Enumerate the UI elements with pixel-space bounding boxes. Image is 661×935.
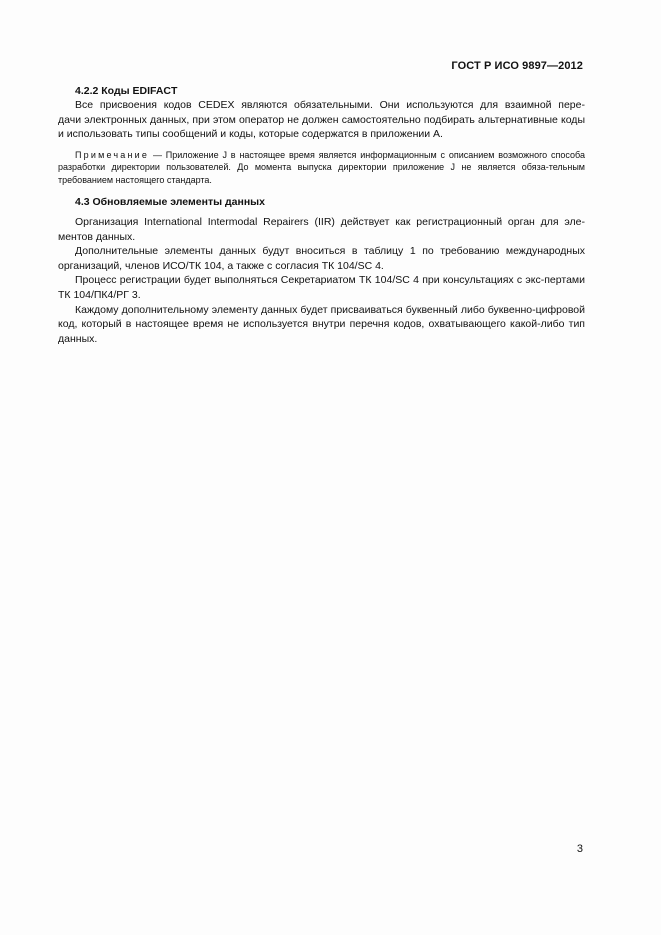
paragraph: Дополнительные элементы данных будут вноситься в таблицу 1 по требованию международных организаций, членов ИСО/ТК 104, а также с согласия ТК 104/SC 4. xyxy=(58,245,585,272)
note-label: Примечание xyxy=(75,149,150,160)
section-heading: 4.2.2 Коды EDIFACT xyxy=(75,85,178,97)
section-4-2-2 xyxy=(58,84,585,186)
note-block xyxy=(58,149,585,187)
page-number: 3 xyxy=(576,843,583,855)
standard-designation: ГОСТ Р ИСО 9897—2012 xyxy=(451,60,583,72)
paragraph-continuation: дачи электронных данных, при этом оператор не должен самостоятельно подбирать альтернативные коды и использовать типы сообщений и коды, которые содержатся в приложении А. xyxy=(58,113,585,141)
section-paragraph xyxy=(58,98,585,142)
section-4-3 xyxy=(58,195,585,346)
note-text: — Приложение J в настоящее время является информационным с описанием возможного способа разработки директории пользователей. До момента выпуска директории приложение J не является обяза-тельным требованием настоящего стандарта. xyxy=(58,149,585,185)
paragraph: Процесс регистрации будет выполняться Секретариатом ТК 104/SC 4 при консультациях с экс-пертами ТК 104/ПК4/РГ 3. xyxy=(58,274,585,301)
paragraph: Организация International Intermodal Repairers (IIR) действует как регистрационный орган для эле-ментов данных. xyxy=(58,216,585,243)
section-heading: 4.3 Обновляемые элементы данных xyxy=(75,196,265,208)
paragraph-first-line: Все присвоения кодов CEDEX являются обязательными. Они используются для взаимной пере- xyxy=(75,99,585,111)
paragraph: Каждому дополнительному элементу данных будет присваиваться буквенный либо буквенно-цифровой код, который в настоящее время не используется внутри перечня кодов, охватывающего какой-либо тип данных. xyxy=(58,303,585,345)
